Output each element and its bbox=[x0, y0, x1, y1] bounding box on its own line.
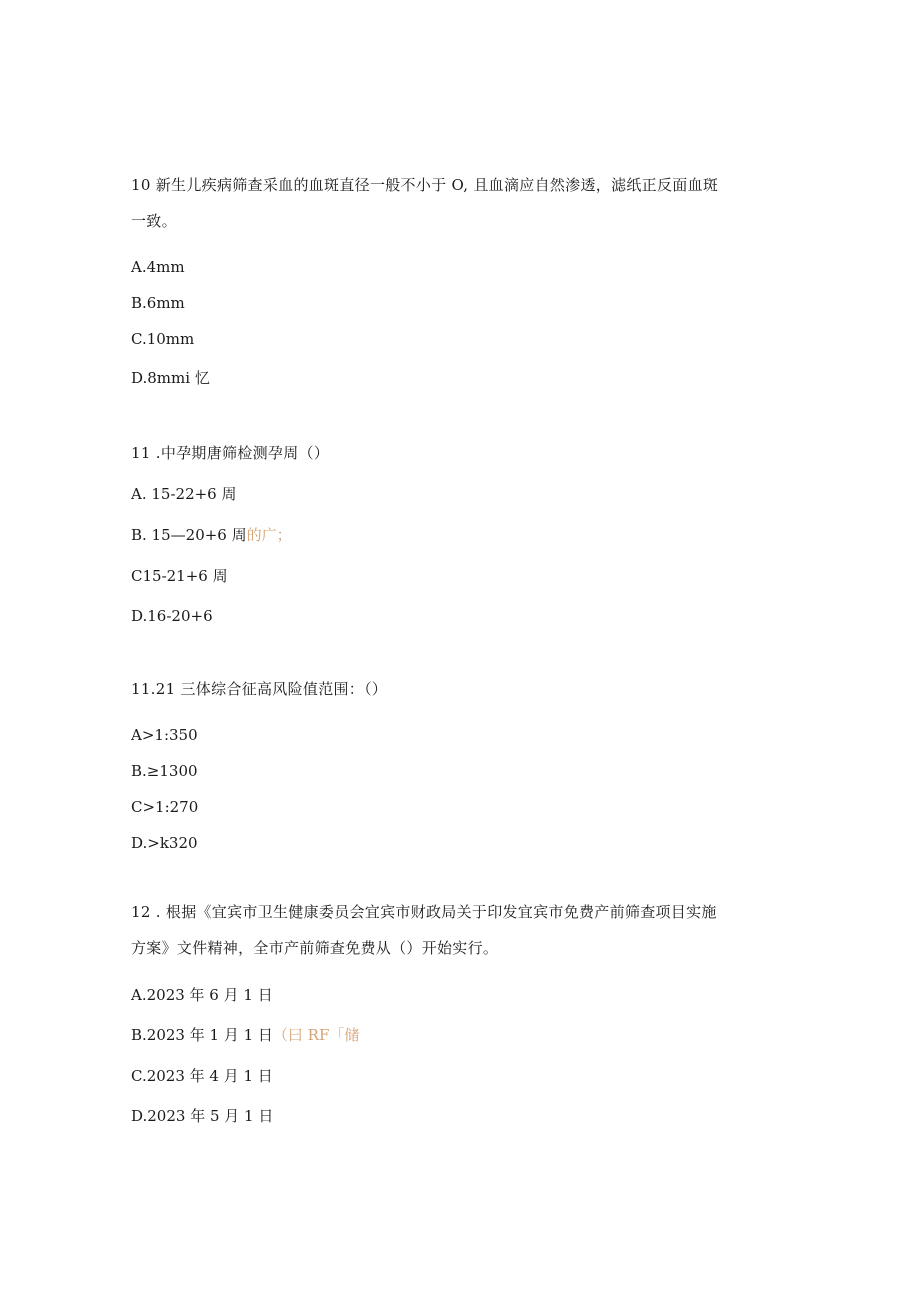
question-10-stem-line-1: 10 新生儿疾病筛查采血的血斑直径一般不小于 O, 且血滴应自然渗透，滤纸正反面血斑 bbox=[131, 176, 719, 194]
question-11-option-c: C15-21+6 周 bbox=[131, 567, 228, 585]
question-12-stem-line-2: 方案》文件精神，全市产前筛查免费从（）开始实行。 bbox=[131, 939, 499, 957]
question-21-trisomy-option-c: C>1:270 bbox=[131, 798, 199, 816]
question-12-option-b-text: B.2023 年 1 月 1 日 bbox=[131, 1026, 273, 1044]
question-11-option-b-note: 的广； bbox=[246, 526, 292, 544]
question-10-option-d: D.8mmi 忆 bbox=[131, 369, 210, 387]
question-21-trisomy-option-a: A>1:350 bbox=[131, 726, 198, 744]
question-10-option-c: C.10mm bbox=[131, 330, 195, 348]
question-11-option-b-text: B. 15—20+6 周 bbox=[131, 526, 247, 544]
question-11-option-d: D.16-20+6 bbox=[131, 607, 213, 625]
question-21-trisomy-option-b: B.≥1300 bbox=[131, 762, 198, 780]
question-12-option-b bbox=[131, 1025, 359, 1045]
question-11-stem: 11 .中孕期唐筛检测孕周（） bbox=[131, 444, 330, 462]
question-12-stem-line-1: 12 . 根据《宜宾市卫生健康委员会宜宾市财政局关于印发宜宾市免费产前筛查项目实施 bbox=[131, 903, 717, 921]
question-11-option-a: A. 15-22+6 周 bbox=[131, 485, 237, 503]
question-10-stem-line-2: 一致。 bbox=[131, 212, 177, 230]
question-12-option-d: D.2023 年 5 月 1 日 bbox=[131, 1107, 274, 1125]
question-12-option-c: C.2023 年 4 月 1 日 bbox=[131, 1067, 273, 1085]
question-21-trisomy-option-d: D.>k320 bbox=[131, 834, 198, 852]
question-10-option-b: B.6mm bbox=[131, 294, 185, 312]
question-21-trisomy-stem: 11.21 三体综合征高风险值范围：（） bbox=[131, 680, 388, 698]
question-12-option-b-note: （曰 RF「储 bbox=[272, 1026, 360, 1044]
question-12-option-a: A.2023 年 6 月 1 日 bbox=[131, 986, 273, 1004]
question-10-option-a: A.4mm bbox=[131, 258, 185, 276]
question-11-option-b bbox=[131, 525, 292, 545]
